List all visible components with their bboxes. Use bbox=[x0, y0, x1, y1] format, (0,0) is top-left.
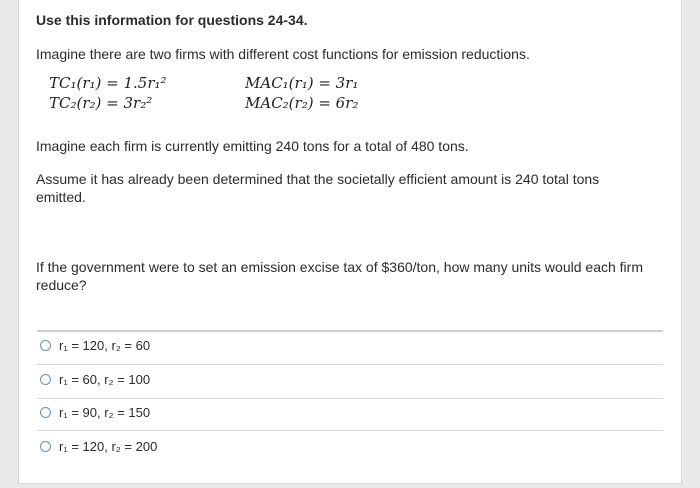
question-efficient-line1: Assume it has already been determined that the societally efficient amount is 240 total tons bbox=[36, 171, 600, 187]
radio-button-icon[interactable] bbox=[40, 407, 51, 418]
equation-tc2: TC₂(r₂) = 3r₂² bbox=[49, 94, 153, 112]
options-divider bbox=[37, 430, 663, 431]
question-card bbox=[18, 0, 682, 484]
equation-tc1: TC₁(r₁) = 1.5r₁² bbox=[49, 74, 167, 92]
answer-option-label: r₁ = 120, r₂ = 60 bbox=[59, 337, 151, 353]
options-divider-top bbox=[37, 330, 663, 332]
answer-option-1[interactable] bbox=[40, 335, 150, 355]
equation-mac1: MAC₁(r₁) = 3r₁ bbox=[245, 74, 359, 92]
question-intro: Use this information for questions 24-34. bbox=[36, 12, 308, 28]
question-prompt-line1: If the government were to set an emission excise tax of $360/ton, how many units would each firm bbox=[36, 259, 643, 275]
answer-option-label: r₁ = 120, r₂ = 200 bbox=[59, 438, 158, 454]
question-prompt-line2: reduce? bbox=[36, 277, 87, 293]
question-emitting: Imagine each firm is currently emitting 240 tons for a total of 480 tons. bbox=[36, 138, 469, 154]
options-divider bbox=[37, 364, 663, 365]
answer-option-2[interactable] bbox=[40, 369, 150, 389]
answer-option-3[interactable] bbox=[40, 402, 150, 422]
answer-option-label: r₁ = 60, r₂ = 100 bbox=[59, 371, 151, 387]
answer-option-label: r₁ = 90, r₂ = 150 bbox=[59, 404, 151, 420]
radio-button-icon[interactable] bbox=[40, 441, 51, 452]
options-divider bbox=[37, 398, 663, 399]
question-efficient-line2: emitted. bbox=[36, 189, 86, 205]
question-setup: Imagine there are two firms with different cost functions for emission reductions. bbox=[36, 46, 530, 62]
radio-button-icon[interactable] bbox=[40, 374, 51, 385]
equation-mac2: MAC₂(r₂) = 6r₂ bbox=[245, 94, 359, 112]
answer-option-4[interactable] bbox=[40, 436, 157, 456]
radio-button-icon[interactable] bbox=[40, 340, 51, 351]
